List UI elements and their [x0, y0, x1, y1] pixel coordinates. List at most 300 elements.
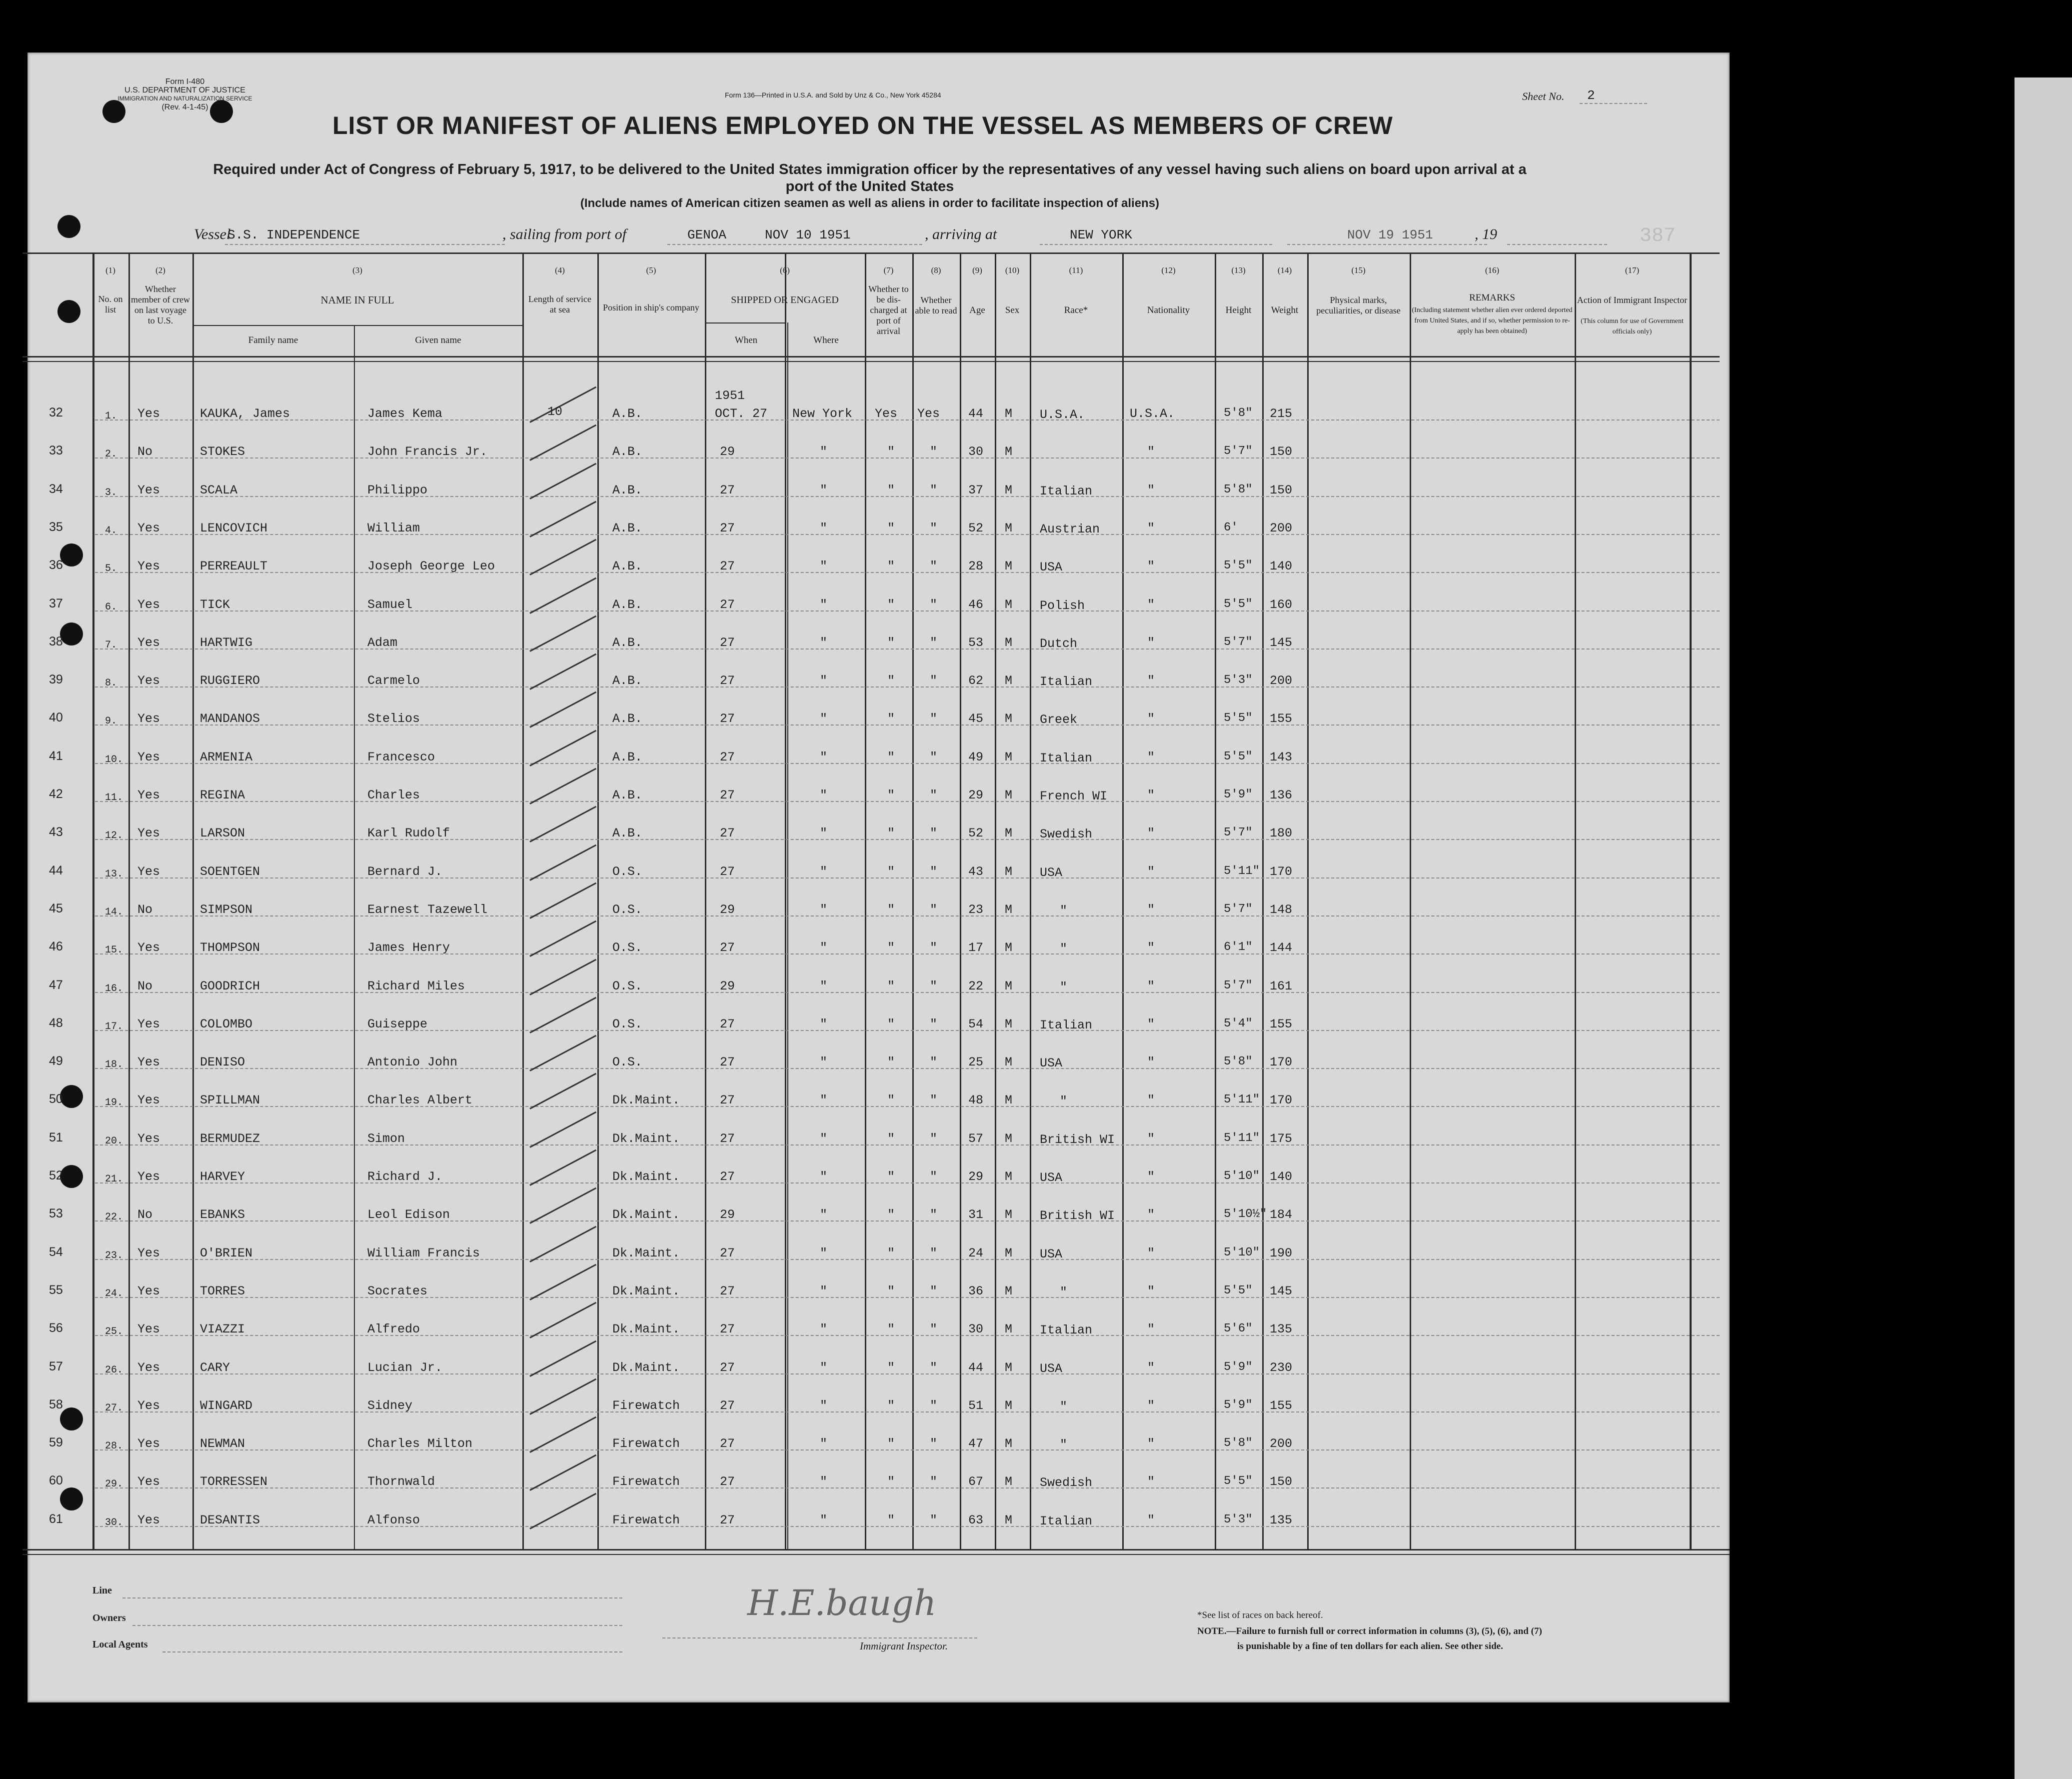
height: 5'7" [1224, 902, 1253, 916]
height: 5'9" [1224, 1398, 1253, 1412]
position: Firewatch [612, 1474, 680, 1489]
age: 37 [968, 483, 984, 498]
weight: 184 [1270, 1208, 1293, 1222]
weight: 200 [1270, 521, 1293, 536]
header-action: Action of Immigrant Inspector [1577, 295, 1688, 305]
header-length-of-service: Length of service at sea [528, 294, 591, 314]
nationality: " [1147, 1093, 1155, 1108]
sex: M [1005, 1017, 1013, 1032]
column-divider [1262, 252, 1264, 1550]
last-voyage-value: Yes [137, 940, 160, 955]
discharged-value: " [887, 1436, 895, 1451]
row-rule [95, 763, 1720, 764]
discharged-value: " [887, 559, 895, 574]
shipped-when: 29 [720, 979, 735, 994]
discharged-value: " [887, 444, 895, 459]
last-voyage-value: No [137, 1208, 153, 1222]
subheader-divider [705, 322, 785, 324]
list-number: 25. [105, 1326, 123, 1338]
vessel-name: S.S. INDEPENDENCE [227, 228, 360, 242]
list-number: 12. [105, 830, 123, 842]
nationality: " [1147, 712, 1155, 726]
column-number-label: (12) [1161, 266, 1176, 275]
shipped-when: 27 [720, 1246, 735, 1260]
age: 63 [968, 1513, 984, 1528]
nationality: " [1147, 636, 1155, 650]
sex: M [1005, 1322, 1013, 1336]
column-number-label: (8) [931, 266, 941, 275]
punch-hole [60, 1165, 83, 1188]
family-name: GOODRICH [200, 979, 260, 994]
corner-stamp-number: 387 [1640, 225, 1676, 248]
margin-number: 55 [49, 1283, 63, 1297]
discharged-value: " [887, 636, 895, 650]
position: Dk.Maint. [612, 1322, 680, 1336]
given-name: Simon [367, 1132, 405, 1146]
age: 36 [968, 1284, 984, 1298]
race: " [1060, 980, 1068, 994]
list-number: 11. [105, 792, 123, 804]
family-name: SIMPSON [200, 902, 253, 917]
service-name: IMMIGRATION AND NATURALIZATION SERVICE [117, 95, 252, 102]
position: O.S. [612, 979, 643, 994]
given-name: Charles Albert [367, 1093, 473, 1108]
margin-number: 43 [49, 825, 63, 839]
discharged-value: " [887, 1513, 895, 1528]
position: A.B. [612, 712, 643, 726]
discharged-value: " [887, 750, 895, 764]
position: O.S. [612, 1017, 643, 1032]
family-name: TORRES [200, 1284, 245, 1298]
footer-owners-label: Owners [92, 1612, 126, 1624]
last-voyage-value: Yes [137, 674, 160, 688]
header-remarks-note: (Including statement whether alien ever ordered deported from United States, and if so, whether permission to re-apply has been obtained) [1412, 306, 1573, 335]
column-divider [995, 252, 996, 1550]
discharged-value: " [887, 1055, 895, 1070]
able-to-read-value: " [930, 636, 938, 650]
nationality: " [1147, 902, 1155, 917]
header-when: When [734, 335, 758, 346]
subtitle-line-2: port of the United States [785, 178, 954, 194]
height: 5'6" [1224, 1322, 1253, 1336]
shipped-where: " [820, 1360, 828, 1375]
race: " [1060, 904, 1068, 918]
race: Swedish [1040, 827, 1093, 842]
given-name: Earnest Tazewell [367, 902, 488, 917]
able-to-read-value: " [930, 940, 938, 955]
list-number: 19. [105, 1097, 123, 1108]
margin-number: 47 [49, 978, 63, 992]
list-number: 29. [105, 1478, 123, 1490]
weight: 150 [1270, 483, 1293, 498]
position: Firewatch [612, 1398, 680, 1413]
sex: M [1005, 406, 1013, 421]
weight: 170 [1270, 1093, 1293, 1108]
row-rule [95, 1259, 1720, 1260]
able-to-read-value: " [930, 979, 938, 994]
given-name: Philippo [367, 483, 428, 498]
margin-number: 34 [49, 482, 63, 496]
family-name: WINGARD [200, 1398, 253, 1413]
given-name: James Kema [367, 406, 443, 421]
column-number-label: (14) [1277, 266, 1292, 275]
margin-number: 36 [49, 558, 63, 572]
family-name: DESANTIS [200, 1513, 260, 1528]
given-name: Guiseppe [367, 1017, 428, 1032]
column-number-label: (4) [555, 266, 565, 275]
form-number: Form I-480 [165, 78, 205, 86]
family-name: PERREAULT [200, 559, 268, 574]
header-able-to-read: Whether able to read [915, 295, 957, 316]
position: A.B. [612, 826, 643, 840]
discharged-value: " [887, 1017, 895, 1032]
last-voyage-value: Yes [137, 712, 160, 726]
column-divider [1690, 252, 1692, 1550]
family-name: O'BRIEN [200, 1246, 253, 1260]
footer-line-label: Line [92, 1585, 112, 1596]
given-name: Richard Miles [367, 979, 465, 994]
column-divider [192, 252, 194, 1550]
margin-number: 57 [49, 1360, 63, 1374]
last-voyage-value: No [137, 444, 153, 459]
race: Italian [1040, 674, 1093, 689]
age: 54 [968, 1017, 984, 1032]
column-number-label: (11) [1069, 266, 1083, 275]
age: 67 [968, 1474, 984, 1489]
height: 5'11" [1224, 1093, 1260, 1106]
able-to-read-value: " [930, 1436, 938, 1451]
family-name: KAUKA, James [200, 406, 290, 421]
last-voyage-value: Yes [137, 406, 160, 421]
height: 5'7" [1224, 826, 1253, 840]
family-name: TORRESSEN [200, 1474, 268, 1489]
row-rule [95, 534, 1720, 535]
nationality: " [1147, 864, 1155, 879]
weight: 150 [1270, 1474, 1293, 1489]
shipped-when: 27 [720, 1513, 735, 1528]
shipped-when: 27 [720, 636, 735, 650]
nationality: " [1147, 1474, 1155, 1489]
department: U.S. DEPARTMENT OF JUSTICE [124, 86, 245, 94]
age: 62 [968, 674, 984, 688]
shipped-when: 27 [720, 598, 735, 612]
height: 5'10½" [1224, 1208, 1267, 1221]
shipped-where: " [820, 864, 828, 879]
race: " [1060, 1285, 1068, 1300]
inspector-label: Immigrant Inspector. [860, 1640, 948, 1652]
family-name: VIAZZI [200, 1322, 245, 1336]
position: O.S. [612, 864, 643, 879]
given-name: Samuel [367, 598, 413, 612]
family-name: SPILLMAN [200, 1093, 260, 1108]
inspector-signature: H.E.baugh [747, 1582, 937, 1624]
list-number: 3. [105, 487, 117, 498]
header-sex: Sex [1005, 305, 1020, 316]
position: Dk.Maint. [612, 1208, 680, 1222]
weight: 215 [1270, 406, 1293, 421]
header-given-name: Given name [415, 335, 461, 346]
margin-number: 49 [49, 1054, 63, 1068]
punch-hole [60, 1408, 83, 1430]
height: 5'5" [1224, 598, 1253, 611]
shipped-where: " [820, 750, 828, 764]
list-number: 8. [105, 678, 117, 689]
given-name: Socrates [367, 1284, 428, 1298]
given-name: Sidney [367, 1398, 413, 1413]
position: A.B. [612, 406, 643, 421]
nationality: " [1147, 521, 1155, 536]
shipped-when: 27 [720, 1398, 735, 1413]
race: USA [1040, 1247, 1063, 1262]
given-name: Francesco [367, 750, 435, 764]
sex: M [1005, 1436, 1013, 1451]
race: USA [1040, 866, 1063, 880]
nationality: " [1147, 1170, 1155, 1184]
height: 5'5" [1224, 559, 1253, 572]
shipped-where: " [820, 940, 828, 955]
weight: 170 [1270, 864, 1293, 879]
sex: M [1005, 1170, 1013, 1184]
header-action-note: (This column for use of Government officials only) [1581, 318, 1684, 336]
row-rule [95, 610, 1720, 612]
able-to-read-value: " [930, 750, 938, 764]
departure-port: GENOA [687, 228, 727, 242]
weight: 135 [1270, 1322, 1293, 1336]
age: 29 [968, 788, 984, 802]
punch-hole [60, 1085, 83, 1108]
given-name: John Francis Jr. [367, 444, 488, 459]
weight: 136 [1270, 788, 1293, 802]
margin-number: 51 [49, 1130, 63, 1144]
column-divider [1030, 252, 1031, 1550]
weight: 155 [1270, 712, 1293, 726]
shipped-where: " [820, 979, 828, 994]
height: 5'8" [1224, 1436, 1253, 1450]
race: " [1060, 1438, 1068, 1452]
column-number-label: (5) [646, 266, 656, 275]
given-name: Bernard J. [367, 864, 443, 879]
row-rule [95, 992, 1720, 993]
height: 5'9" [1224, 788, 1253, 802]
able-to-read-value: " [930, 1398, 938, 1413]
discharged-value: " [887, 674, 895, 688]
discharged-value: " [887, 902, 895, 917]
race: Italian [1040, 751, 1093, 766]
age: 28 [968, 559, 984, 574]
able-to-read-value: " [930, 1132, 938, 1146]
list-number: 16. [105, 983, 123, 994]
age: 52 [968, 521, 984, 536]
able-to-read-value: " [930, 521, 938, 536]
header-discharged: Whether to be dis-charged at port of arrival [868, 284, 909, 336]
weight: 145 [1270, 1284, 1293, 1298]
list-number: 27. [105, 1402, 123, 1414]
family-name: SOENTGEN [200, 864, 260, 879]
last-voyage-value: Yes [137, 1360, 160, 1375]
column-number-label: (13) [1231, 266, 1246, 275]
column-divider [785, 252, 786, 1550]
column-number-label: (9) [972, 266, 982, 275]
able-to-read-value: " [930, 1017, 938, 1032]
given-name: Leol Edison [367, 1208, 450, 1222]
nationality: " [1147, 1246, 1155, 1260]
list-number: 7. [105, 640, 117, 651]
height: 5'9" [1224, 1360, 1253, 1374]
list-number: 2. [105, 448, 117, 460]
shipped-when: 27 [720, 864, 735, 879]
nationality: " [1147, 1513, 1155, 1528]
race: Italian [1040, 1514, 1093, 1528]
age: 48 [968, 1093, 984, 1108]
discharged-value: " [887, 1093, 895, 1108]
margin-number: 61 [49, 1512, 63, 1526]
able-to-read-value: " [930, 1360, 938, 1375]
family-name: MANDANOS [200, 712, 260, 726]
column-number-label: (10) [1005, 266, 1020, 275]
shipped-where: " [820, 1132, 828, 1146]
row-rule [95, 572, 1720, 573]
height: 5'10" [1224, 1170, 1260, 1183]
family-name: HARTWIG [200, 636, 253, 650]
column-divider [522, 252, 524, 1550]
race: British WI [1040, 1132, 1115, 1147]
list-number: 22. [105, 1212, 123, 1223]
race: Dutch [1040, 636, 1078, 651]
row-rule [95, 686, 1720, 688]
row-rule [95, 1297, 1720, 1298]
weight: 148 [1270, 902, 1293, 917]
discharged-value: " [887, 1132, 895, 1146]
able-to-read-value: " [930, 1322, 938, 1336]
row-rule [95, 801, 1720, 802]
given-name: William Francis [367, 1246, 480, 1260]
age: 29 [968, 1170, 984, 1184]
shipped-when: 27 [720, 1017, 735, 1032]
family-name: DENISO [200, 1055, 245, 1070]
position: Dk.Maint. [612, 1246, 680, 1260]
discharged-value: " [887, 1284, 895, 1298]
discharged-value: " [887, 940, 895, 955]
able-to-read-value: " [930, 902, 938, 917]
shipped-where: " [820, 1208, 828, 1222]
last-voyage-value: Yes [137, 1093, 160, 1108]
sex: M [1005, 1132, 1013, 1146]
discharged-value: " [887, 598, 895, 612]
age: 44 [968, 1360, 984, 1375]
given-name: James Henry [367, 940, 450, 955]
able-to-read-value: " [930, 826, 938, 840]
discharged-value: " [887, 1398, 895, 1413]
last-voyage-value: Yes [137, 1132, 160, 1146]
weight: 180 [1270, 826, 1293, 840]
margin-number: 56 [49, 1321, 63, 1335]
sex: M [1005, 674, 1013, 688]
given-name: Adam [367, 636, 398, 650]
arrival-date-stamp: NOV 19 1951 [1347, 228, 1433, 242]
nationality: " [1147, 1284, 1155, 1298]
age: 49 [968, 750, 984, 764]
margin-number: 32 [49, 406, 63, 420]
margin-number: 38 [49, 634, 63, 648]
age: 24 [968, 1246, 984, 1260]
header-age: Age [969, 305, 985, 316]
able-to-read-value: " [930, 598, 938, 612]
margin-number: 46 [49, 940, 63, 954]
header-race: Race* [1064, 305, 1088, 316]
nationality: " [1147, 826, 1155, 840]
nationality: " [1147, 1360, 1155, 1375]
list-number: 10. [105, 754, 123, 766]
row-rule [95, 1526, 1720, 1527]
able-to-read-value: " [930, 1513, 938, 1528]
shipped-when: 27 [720, 1322, 735, 1336]
header-no-on-list: No. on list [98, 294, 123, 314]
column-number-label: (3) [352, 266, 362, 275]
shipped-when: 27 [720, 712, 735, 726]
family-name: HARVEY [200, 1170, 245, 1184]
family-name: STOKES [200, 444, 245, 459]
discharged-value: " [887, 1170, 895, 1184]
race: " [1060, 942, 1068, 956]
given-name: Joseph George Leo [367, 559, 495, 574]
margin-number: 37 [49, 596, 63, 610]
margin-number: 59 [49, 1436, 63, 1450]
column-number-label: (16) [1485, 266, 1500, 275]
list-number: 18. [105, 1059, 123, 1070]
shipped-when: 27 [720, 1170, 735, 1184]
height: 5'4" [1224, 1017, 1253, 1030]
height: 5'11" [1224, 1132, 1260, 1145]
given-name: William [367, 521, 420, 536]
weight: 170 [1270, 1055, 1293, 1070]
column-divider [912, 252, 914, 1550]
race: " [1060, 1094, 1068, 1108]
list-number: 28. [105, 1440, 123, 1452]
row-rule [95, 1030, 1720, 1031]
discharged-value: Yes [875, 406, 898, 421]
column-divider [1215, 252, 1216, 1550]
position: Dk.Maint. [612, 1284, 680, 1298]
shipped-where: " [820, 674, 828, 688]
list-number: 4. [105, 525, 117, 536]
weight: 145 [1270, 636, 1293, 650]
discharged-value: " [887, 1208, 895, 1222]
header-height: Height [1225, 305, 1252, 316]
margin-number: 35 [49, 520, 63, 534]
able-to-read-value: " [930, 1246, 938, 1260]
family-name: EBANKS [200, 1208, 245, 1222]
position: O.S. [612, 940, 643, 955]
sex: M [1005, 444, 1013, 459]
header-last-voyage: Whether member of crew on last voyage to U.S. [131, 284, 190, 326]
list-number: 6. [105, 602, 117, 613]
family-name: LENCOVICH [200, 521, 268, 536]
last-voyage-value: Yes [137, 1322, 160, 1336]
year-label: , 19 [1475, 226, 1497, 242]
form-info [115, 78, 255, 112]
race: Greek [1040, 712, 1078, 727]
margin-number: 50 [49, 1092, 63, 1106]
height: 5'8" [1224, 483, 1253, 496]
family-name: THOMPSON [200, 940, 260, 955]
discharged-value: " [887, 521, 895, 536]
shipped-where: " [820, 826, 828, 840]
last-voyage-value: Yes [137, 1055, 160, 1070]
column-divider [1410, 252, 1411, 1550]
height: 5'8" [1224, 406, 1253, 420]
vessel-label: Vessel [194, 226, 231, 242]
weight: 143 [1270, 750, 1293, 764]
